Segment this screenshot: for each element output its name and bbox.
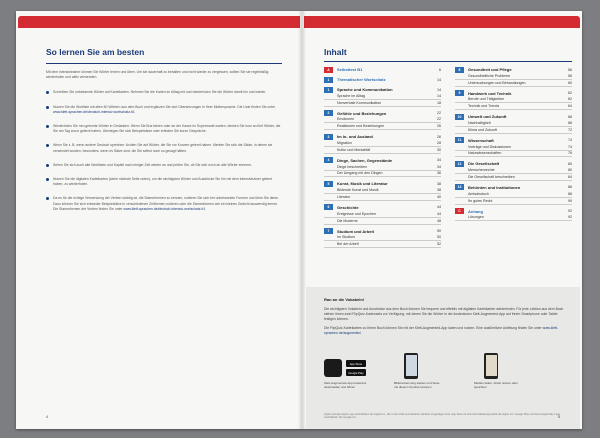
toc-subentry: Migration 28 xyxy=(324,140,441,147)
chapter-number-badge: 2 xyxy=(324,110,333,116)
toc-section xyxy=(455,184,572,205)
toc-subentry: Technik und Trends 64 xyxy=(455,103,572,110)
tip-item xyxy=(46,177,282,187)
toc-subentry: Naturwissenschaften 76 xyxy=(455,151,572,158)
toc-subentry: Im Studium 50 xyxy=(324,235,441,242)
phone-media-icon xyxy=(484,353,498,379)
toc-section xyxy=(455,160,572,181)
toc-subentry: Berufe und Tätigkeiten 62 xyxy=(455,97,572,104)
step-3-caption: Medien laden, direkt nutzen oder speichern xyxy=(474,381,518,389)
toc-subentry: Literatur 40 xyxy=(324,194,441,201)
toc-section xyxy=(455,137,572,158)
toc-subentry: Lösungen 92 xyxy=(455,215,572,222)
chapter-title: Gefühle und Beziehungen xyxy=(337,110,387,116)
left-page-number: 4 xyxy=(46,415,48,419)
toc-subentry: Gesundheitliche Probleme 56 xyxy=(455,73,572,80)
tip-text: Sehen Sie sich auch alte Wortlisten und Kapitel nach einiger Zeit wieder an und prüfen Sie, ob Sie sich noch an alle Wörter erinnern. xyxy=(53,162,252,167)
toc-subentry: Klima und Zukunft 72 xyxy=(455,127,572,134)
toc-column-right xyxy=(455,66,572,251)
chapter-page: 86 xyxy=(568,185,572,190)
chapter-page: 34 xyxy=(437,158,441,163)
tip-item xyxy=(46,163,282,168)
chapter-number-badge: 8 xyxy=(455,67,464,73)
klett-app-icon xyxy=(324,359,342,377)
chapter-title: Handwerk und Technik xyxy=(468,90,512,96)
chapter-title: Behörden und Institutionen xyxy=(468,184,521,190)
toc-subentry: Nachhaltigkeit 68 xyxy=(455,120,572,127)
chapter-number-badge: 10 xyxy=(455,114,464,120)
right-page xyxy=(324,47,572,251)
toc-subentry: Bei der Arbeit 52 xyxy=(324,241,441,248)
chapter-title: Selbsttest B1 xyxy=(337,67,363,72)
chapter-number-badge: 1 xyxy=(324,87,333,93)
bullet-icon xyxy=(46,164,49,167)
chapter-number-badge: 9 xyxy=(455,90,464,96)
toc-subentry: Die Gesellschaft beschreiben 84 xyxy=(455,174,572,181)
google-play-badge[interactable]: Google Play xyxy=(346,369,366,376)
title-rule xyxy=(46,63,282,64)
tip-link[interactable]: www.klett-sprachen.de/deutsch-intensiv-wortschatz-b1 xyxy=(53,109,135,114)
bullet-icon xyxy=(46,178,49,181)
chapter-page: 80 xyxy=(568,161,572,166)
table-of-contents xyxy=(324,66,572,251)
toc-subentry: Emotionen 22 xyxy=(324,117,441,124)
chapter-number-badge: A xyxy=(324,67,333,73)
toc-subentry: Bildende Kunst und Musik 38 xyxy=(324,187,441,194)
right-page-header-bar xyxy=(304,16,580,28)
tip-item xyxy=(46,124,282,134)
tip-text: Wiederholen Sie neu gelernte Wörter in Gedanken: Wenn Sie Bus fahren oder an der Kasse im Supermarkt warten, denken Sie kurz an fünf Wörter, die Sie am Tag zuvor gelernt haben. Überlegen Sie sich Beispielsätze oder erfinden Sie kurze Gespräche. xyxy=(53,124,281,134)
left-page-header-bar xyxy=(18,16,300,28)
intro-paragraph: Mit dem Intensivtrainer können Sie Wörter lernen und üben. Um sie dauerhaft zu behalten und nicht wieder zu vergessen, sollten Sie sie regelmäßig wiederholen und aktiv verwenden. xyxy=(46,70,269,80)
chapter-number-badge: 5 xyxy=(324,181,333,187)
tip-text: Nutzen Sie die Wortliste mit allen 60 Wörtern aus dem Buch und ergänzen Sie dort Übersetzungen in Ihrer Muttersprache. Die Liste finden Sie unter www.klett-sprachen.de/deutsch-intensiv-wortschatz-b1 xyxy=(53,104,276,114)
bullet-icon xyxy=(46,144,49,147)
chapter-page: 38 xyxy=(437,181,441,186)
toc-section xyxy=(324,86,441,107)
chapter-page: 6 xyxy=(439,67,441,72)
vokabel-title: Ran an die Vokabeln! xyxy=(324,297,365,302)
toc-subentry: Nonverbale Kommunikation 18 xyxy=(324,100,441,107)
toc-section xyxy=(324,133,441,154)
chapter-page: 74 xyxy=(568,138,572,143)
chapter-page: 44 xyxy=(437,205,441,210)
step-2-caption: Bildererkennung starten und Seite mit diesem Symbol scannen xyxy=(394,381,440,389)
step-1-caption: Klett-Augmented-App kostenlos downloaden und öffnen xyxy=(324,381,367,389)
toc-section xyxy=(324,204,441,225)
augmented-link[interactable]: www.klett-sprachen.de/augmented xyxy=(324,326,559,335)
chapter-page: 22 xyxy=(437,111,441,116)
toc-subentry: Amtsdeutsch 86 xyxy=(455,191,572,198)
toc-section xyxy=(324,157,441,178)
chapter-page: 56 xyxy=(568,67,572,72)
chapter-number-badge: 11 xyxy=(455,137,464,143)
chapter-page: 26 xyxy=(437,134,441,139)
toc-section xyxy=(324,76,441,83)
toc-column-left xyxy=(324,66,441,251)
chapter-title: Geschichte xyxy=(337,204,359,210)
chapter-title: Umwelt und Zukunft xyxy=(468,114,507,120)
book-gutter xyxy=(298,11,306,429)
trademark-notice: Apple und das Apple Logo sind Marken der Apple Inc., die in den USA und weiteren Ländern eingetragen sind. App Store ist eine Dienstleistungsmarke der Apple Inc. Google Play und das Google Play Logo sind Marken der Google Inc. xyxy=(324,413,561,420)
vokabel-box xyxy=(306,287,580,429)
bullet-icon xyxy=(46,91,49,94)
tip-text: Schreiben Sie unbekannte Wörter auf Karteikarten. Nehmen Sie die Karten im Alltag mit und wiederholen Sie die Wörter damit hin und wieder. xyxy=(53,90,267,95)
toc-section xyxy=(324,228,441,249)
toc-subentry: Reaktionen und Beziehungen 26 xyxy=(324,123,441,130)
chapter-number-badge: 3 xyxy=(324,134,333,140)
toc-subentry: Ihr gutes Recht 90 xyxy=(455,198,572,205)
toc-subentry: Menschenrechte 80 xyxy=(455,167,572,174)
toc-section xyxy=(324,66,441,73)
tip-item xyxy=(46,143,282,153)
chapter-number-badge: 7 xyxy=(324,228,333,234)
app-store-badge[interactable]: App Store xyxy=(346,360,366,367)
chapter-number-badge: C xyxy=(455,208,464,214)
chapter-title: Dinge, Sachen, Gegenstände xyxy=(337,157,393,163)
phone-scan-icon xyxy=(404,353,418,379)
vokabel-paragraph-1: Die wichtigsten Vokabeln und Ausdrücke aus dem Buch können Sie bequem und effektiv mit digitalen Karteikarten wiederholen. Für jede Lektion aus dem Buch stehen Ihnen zwei FlipQuiz-Kartensets zur Verfügung, mit denen Sie die Wörter in der kostenlosen Klett-Augmented-App auf Ihrem Smartphone oder Tablet festigen können. xyxy=(324,307,564,321)
chapter-title: Wissenschaft xyxy=(468,137,494,143)
toc-section xyxy=(324,110,441,131)
toc-subentry: Ereignisse und Epochen 44 xyxy=(324,211,441,218)
chapter-title: Die Gesellschaft xyxy=(468,161,500,167)
bullet-icon xyxy=(46,106,49,109)
tip-text: Da es für die richtige Verwendung der Verben wichtig ist, die Stammformen zu kennen, notieren Sie sich bei unbekannten Formen und üben Sie diese. Dazu können Sie sich entweder Beispielsätze in verschiedenen Zeitformen notieren oder die Stammformen wie ein kleines Gedicht auswendig lernen. Die Stammformen der Verben finden Sie unter www.klett-sprachen.de/deutsch-intensiv-wortschatz-b1 xyxy=(53,196,279,211)
chapter-title: Gesundheit und Pflege xyxy=(468,67,512,72)
vokabel-paragraph-2: Die FlipQuiz-Karteikarten zu Ihrem Buch können Sie mit der Klett-Augmented-App laden und nutzen. Eine ausführliche Anleitung finden Sie unter www.klett-sprachen.de/augmented xyxy=(324,326,559,335)
chapter-number-badge: 4 xyxy=(324,157,333,163)
chapter-page: 14 xyxy=(437,87,441,92)
toc-subentry: Untersuchungen und Behandlungen 60 xyxy=(455,80,572,87)
tip-text: Nutzen Sie die digitalen Karteikarten (siehe nächste Seite unten), um die wichtigsten Wörter und Ausdrücke Sie hin mit dem Intensivtrainer gelernt haben, zu wiederholen. xyxy=(53,177,273,187)
toc-section xyxy=(455,90,572,111)
right-page-number: 5 xyxy=(558,415,560,419)
tip-text: Wenn Sie z. B. wenn andere Deutsch sprechen: Achten Sie auf Wörter, die Sie vor Kurzem gelernt haben. Merken Sie sich die Sätze, in denen sie verwendet wurden, besonders, wenn es Sätze sind, die Sie selbst noch so gesagt hätten. xyxy=(53,143,273,153)
toc-title: Inhalt xyxy=(324,47,347,57)
tips-list xyxy=(46,90,282,212)
toc-subentry: Sprache im Alltag 14 xyxy=(324,93,441,100)
tip-item xyxy=(46,105,282,115)
toc-subentry: Der Umgang mit den Dingen 36 xyxy=(324,171,441,178)
chapter-title: Studium und Arbeit xyxy=(337,228,374,234)
chapter-number-badge: 6 xyxy=(324,204,333,210)
chapter-page: 92 xyxy=(568,209,572,214)
toc-subentry: Die Moderne 48 xyxy=(324,218,441,225)
chapter-number-badge: 12 xyxy=(455,161,464,167)
toc-subentry: Kultur und Mentalität 30 xyxy=(324,147,441,154)
chapter-page: 14 xyxy=(437,77,441,82)
chapter-title: Sprache und Kommunikation xyxy=(337,87,393,92)
chapter-page: 68 xyxy=(568,114,572,119)
chapter-title: Thematischer Wortschatz xyxy=(337,77,386,82)
chapter-number-badge: 13 xyxy=(455,184,464,190)
bullet-icon xyxy=(46,197,49,200)
chapter-title: Kunst, Musik und Literatur xyxy=(337,181,388,187)
toc-section xyxy=(324,180,441,201)
chapter-number-badge: 1 xyxy=(324,77,333,83)
toc-section xyxy=(455,113,572,134)
tip-item xyxy=(46,90,282,95)
title-rule xyxy=(324,61,572,62)
toc-subentry: Vorträge und Diskussionen 74 xyxy=(455,144,572,151)
book-spread xyxy=(16,11,582,429)
toc-section xyxy=(455,208,572,222)
chapter-title: Im In- und Ausland xyxy=(337,134,373,140)
left-page xyxy=(46,47,282,221)
tip-item xyxy=(46,196,282,212)
chapter-page: 62 xyxy=(568,91,572,96)
toc-subentry: Dinge beschreiben 34 xyxy=(324,164,441,171)
toc-section xyxy=(455,66,572,87)
bullet-icon xyxy=(46,125,49,128)
chapter-title: Anhang xyxy=(468,208,483,214)
tip-link[interactable]: www.klett-sprachen.de/deutsch-intensiv-wortschatz-b1 xyxy=(123,206,206,211)
chapter-page: 50 xyxy=(437,229,441,234)
app-instructions xyxy=(324,357,564,407)
left-page-title: So lernen Sie am besten xyxy=(46,47,145,57)
